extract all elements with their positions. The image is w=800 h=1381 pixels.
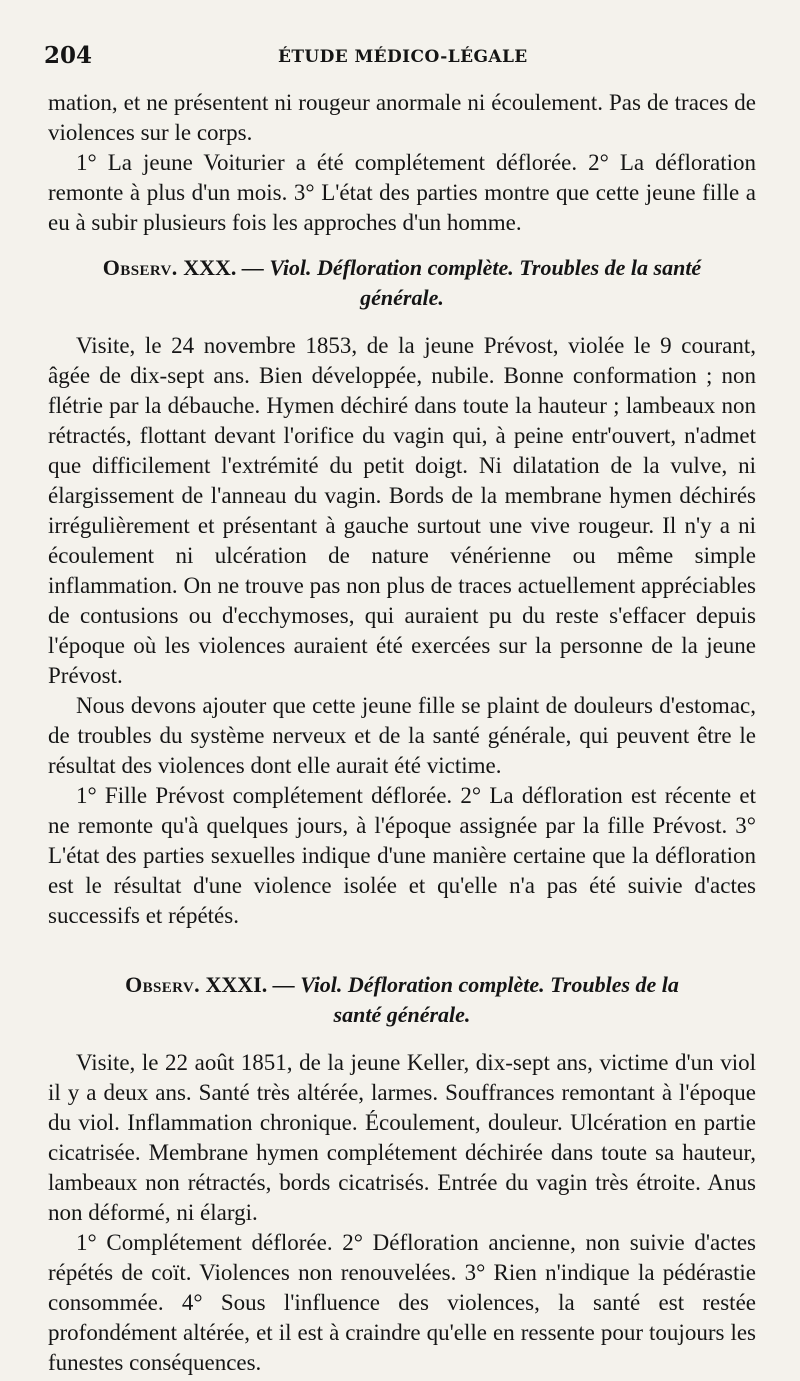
observ-title-line-1: — Viol. Défloration complète. Troubles de la — [272, 972, 679, 997]
section-spacer — [48, 1030, 756, 1048]
paragraph-2: 1° La jeune Voiturier a été complétement déflorée. 2° La défloration remonte à plus d'un mois. 3° L'état des parties montre que cette jeune fille a eu à subir plusieurs fois les approches d'un homme. — [48, 150, 756, 235]
observ-title-line-1: — Viol. Défloration complète. Troubles de la santé — [241, 255, 702, 280]
observ-number: XXX. — [183, 255, 237, 280]
observ-number: XXXI. — [205, 972, 268, 997]
section-spacer — [48, 313, 756, 331]
running-title: ÉTUDE MÉDICO-LÉGALE — [278, 47, 528, 67]
observ-31-heading — [48, 970, 756, 1030]
observ-30-paragraph-1: Visite, le 24 novembre 1853, de la jeune Prévost, violée le 9 courant, âgée de dix-sept ans. Bien développée, nubile. Bonne conformation ; non flétrie par la débauche. Hymen déchiré dans toute la hauteur ; lambeaux non rétractés, flottant devant l'orifice du vagin qui, à peine entr'ouvert, n'admet que difficilement l'extrémité du petit doigt. Ni dilatation de la vulve, ni élargissement de l'anneau du vagin. Bords de la membrane hymen déchirés irrégulièrement et présentant à gauche surtout une vive rougeur. Il n'y a ni écoulement ni ulcération de nature vénérienne ou même simple inflammation. On ne trouve pas non plus de traces actuellement appréciables de contusions ou d'ecchymoses, qui auraient pu du reste s'effacer depuis l'époque où les violences auraient été exercées sur la personne de la jeune Prévost. — [48, 333, 756, 688]
observ-31-paragraph-1: Visite, le 22 août 1851, de la jeune Keller, dix-sept ans, victime d'un viol il y a deux ans. Santé très altérée, larmes. Souffrances remontant à l'époque du viol. Inflammation chronique. Écoulement, douleur. Ulcération en partie cicatrisée. Membrane hymen complétement déchirée dans toute sa hauteur, lambeaux non rétractés, bords cicatrisés. Entrée du vagin très étroite. Anus non déformé, ni élargi. — [48, 1050, 756, 1225]
observ-30-heading-line-1 — [48, 253, 756, 283]
observ-30-heading — [48, 253, 756, 313]
observ-title-line-2: santé générale. — [333, 1002, 471, 1027]
observ-label: Observ. — [125, 972, 200, 997]
observ-31-heading-line-1 — [48, 970, 756, 1000]
observ-title-line-2: générale. — [360, 285, 444, 310]
observ-30-paragraph-3: 1° Fille Prévost complétement déflorée. 2° La défloration est récente et ne remonte qu'à quelques jours, à l'époque assignée par la fille Prévost. 3° L'état des parties sexuelles indique d'une manière certaine que la défloration est le résultat d'une violence isolée et qu'elle n'a pas été suivie d'actes successifs et répétés. — [48, 783, 756, 928]
section-spacer — [48, 931, 756, 955]
page-header — [44, 42, 756, 72]
observ-label: Observ. — [102, 255, 178, 280]
paragraph-1: mation, et ne présentent ni rougeur anormale ni écoulement. Pas de traces de violences sur le corps. — [48, 90, 756, 145]
page-content — [48, 88, 756, 1378]
observ-30-paragraph-2: Nous devons ajouter que cette jeune fille se plaint de douleurs d'estomac, de troubles du système nerveux et de la santé générale, qui peuvent être le résultat des violences dont elle aurait été victime. — [48, 693, 756, 778]
observ-31-paragraph-2: 1° Complétement déflorée. 2° Défloration ancienne, non suivie d'actes répétés de coït. Violences non renouvelées. 3° Rien n'indique la pédérastie consommée. 4° Sous l'influence des violences, la santé est restée profondément altérée, et il est à craindre qu'elle en ressente pour toujours les funestes conséquences. — [48, 1230, 756, 1375]
page-number: 204 — [44, 42, 93, 69]
